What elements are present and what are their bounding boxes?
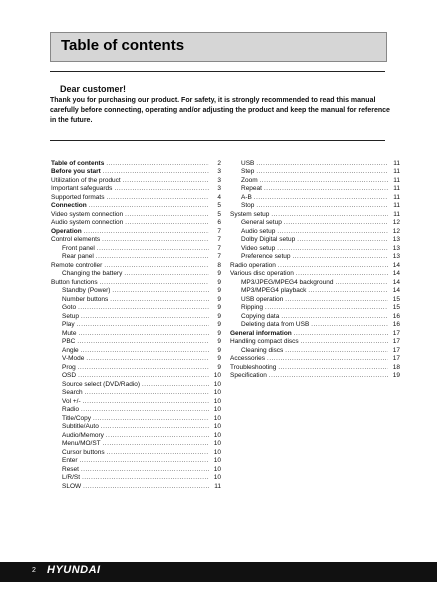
- toc-entry-label: Copying data: [241, 312, 280, 320]
- toc-entry[interactable]: [230, 253, 400, 262]
- toc-entry-page: 10: [213, 372, 221, 379]
- toc-entry-page: 11: [393, 210, 400, 218]
- toc-leader-dots: [100, 279, 209, 287]
- toc-entry-page: 19: [392, 372, 400, 379]
- toc-leader-dots: [114, 185, 209, 193]
- toc-entry[interactable]: [51, 312, 221, 321]
- toc-left-column: [51, 159, 221, 491]
- brand-logo: HYUNDAI: [47, 564, 101, 576]
- toc-entry-label: Utilization of the product: [51, 176, 121, 184]
- toc-entry-label: Handling compact discs: [230, 338, 299, 345]
- toc-leader-dots: [293, 253, 388, 261]
- toc-entry-label: Radio: [62, 406, 79, 413]
- toc-leader-dots: [277, 245, 388, 253]
- toc-leader-dots: [106, 432, 209, 440]
- toc-leader-dots: [77, 338, 209, 346]
- toc-entry-label: Cursor buttons: [62, 448, 105, 456]
- toc-entry-page: 10: [213, 380, 221, 388]
- toc-entry-page: 11: [393, 185, 400, 192]
- toc-entry-page: 5: [217, 202, 221, 209]
- toc-leader-dots: [271, 211, 388, 219]
- toc-leader-dots: [308, 287, 388, 295]
- toc-entry[interactable]: [51, 482, 221, 491]
- toc-leader-dots: [77, 321, 209, 329]
- toc-entry-page: 9: [217, 355, 221, 362]
- toc-leader-dots: [101, 423, 209, 431]
- toc-entry-label: Vol +/-: [62, 397, 81, 405]
- toc-entry[interactable]: [230, 210, 400, 219]
- toc-entry-label: Table of contents: [51, 159, 105, 167]
- toc-entry-label: A-B: [241, 193, 252, 201]
- toc-entry-page: 9: [217, 329, 221, 337]
- toc-leader-dots: [82, 474, 209, 482]
- toc-entry-label: MP3/JPEG/MPEG4 background: [241, 278, 334, 286]
- toc-leader-dots: [78, 330, 209, 338]
- toc-entry-label: Setup: [62, 312, 79, 320]
- toc-leader-dots: [256, 168, 388, 176]
- toc-entry-page: 10: [213, 474, 221, 481]
- toc-entry-page: 7: [217, 227, 221, 235]
- toc-entry-page: 17: [392, 338, 400, 345]
- toc-entry[interactable]: [51, 380, 221, 389]
- toc-entry[interactable]: [230, 329, 400, 338]
- toc-entry-label: Search: [62, 389, 83, 396]
- toc-leader-dots: [142, 381, 209, 389]
- toc-entry[interactable]: [51, 227, 221, 236]
- toc-entry-page: 6: [217, 219, 221, 226]
- toc-leader-dots: [83, 398, 209, 406]
- toc-entry-label: Dolby Digital setup: [241, 236, 296, 243]
- toc-entry[interactable]: [51, 236, 221, 245]
- toc-entry[interactable]: [51, 389, 221, 398]
- toc-entry-page: 9: [217, 270, 221, 277]
- toc-leader-dots: [278, 262, 388, 270]
- toc-entry[interactable]: [51, 176, 221, 185]
- toc-entry-label: Specification: [230, 372, 267, 379]
- toc-entry-page: 10: [213, 414, 221, 422]
- toc-entry-label: Number buttons: [62, 295, 109, 303]
- toc-entry-label: Video setup: [241, 244, 276, 252]
- toc-entry-page: 11: [393, 159, 400, 167]
- toc-entry[interactable]: [51, 431, 221, 440]
- toc-leader-dots: [336, 279, 389, 287]
- toc-entry-page: 14: [392, 270, 400, 277]
- toc-entry-page: 9: [217, 295, 221, 303]
- toc-entry[interactable]: [51, 465, 221, 474]
- page-number: 2: [32, 567, 36, 574]
- toc-entry-label: Subtitle/Auto: [62, 423, 99, 430]
- toc-leader-dots: [124, 270, 209, 278]
- toc-entry-label: OSD: [62, 372, 77, 379]
- toc-entry[interactable]: [230, 159, 400, 168]
- toc-entry[interactable]: [51, 270, 221, 279]
- toc-entry-page: 10: [213, 397, 221, 405]
- toc-entry-page: 9: [217, 338, 221, 345]
- toc-entry[interactable]: [230, 185, 400, 194]
- toc-leader-dots: [102, 236, 209, 244]
- toc-entry[interactable]: [51, 474, 221, 483]
- toc-entry[interactable]: [51, 261, 221, 270]
- toc-entry-label: Audio/Memory: [62, 431, 104, 439]
- title-bar: [50, 32, 387, 62]
- toc-entry-page: 10: [213, 431, 221, 439]
- toc-entry-page: 9: [217, 363, 221, 371]
- toc-entry[interactable]: [230, 372, 400, 381]
- toc-entry[interactable]: [230, 346, 400, 355]
- toc-entry-label: Preference setup: [241, 253, 291, 260]
- toc-entry-page: 10: [213, 448, 221, 456]
- toc-entry-page: 16: [392, 312, 400, 320]
- toc-entry[interactable]: [51, 355, 221, 364]
- toc-leader-dots: [297, 236, 388, 244]
- toc-entry-label: Play: [62, 321, 75, 328]
- toc-entry-label: USB operation: [241, 295, 284, 303]
- toc-entry-label: Connection: [51, 202, 87, 209]
- toc-entry-label: Standby (Power): [62, 287, 111, 294]
- toc-entry-page: 5: [217, 210, 221, 218]
- toc-entry[interactable]: [51, 406, 221, 415]
- toc-entry-page: 4: [217, 193, 221, 201]
- toc-entry-label: Operation: [51, 227, 82, 235]
- toc-entry-label: Audio system connection: [51, 219, 124, 226]
- toc-entry-label: Step: [241, 168, 255, 175]
- toc-entry-label: General setup: [241, 219, 282, 226]
- toc-leader-dots: [256, 202, 388, 210]
- toc-entry-page: 7: [217, 253, 221, 260]
- toc-entry[interactable]: [51, 448, 221, 457]
- toc-entry-page: 12: [392, 227, 400, 235]
- toc-entry-page: 14: [392, 278, 400, 286]
- toc-entry-page: 9: [217, 304, 221, 311]
- toc-entry[interactable]: [51, 278, 221, 287]
- toc-entry[interactable]: [51, 244, 221, 253]
- toc-entry[interactable]: [51, 397, 221, 406]
- toc-entry-label: Troubleshooting: [230, 363, 277, 371]
- toc-leader-dots: [78, 304, 209, 312]
- toc-entry-page: 9: [217, 278, 221, 286]
- intro-section: [50, 84, 390, 126]
- toc-entry-label: Zoom: [241, 176, 258, 184]
- toc-entry[interactable]: [230, 227, 400, 236]
- toc-entry-page: 18: [392, 363, 400, 371]
- toc-leader-dots: [97, 245, 209, 253]
- toc-leader-dots: [89, 202, 209, 210]
- toc-entry[interactable]: [51, 440, 221, 449]
- toc-entry-label: Title/Copy: [62, 414, 92, 422]
- toc-entry[interactable]: [230, 244, 400, 253]
- toc-entry[interactable]: [230, 363, 400, 372]
- toc-right-column: [230, 159, 400, 380]
- toc-entry-label: Front panel: [62, 244, 95, 252]
- toc-entry[interactable]: [51, 219, 221, 228]
- toc-leader-dots: [294, 330, 388, 338]
- toc-entry-page: 11: [393, 202, 400, 209]
- toc-entry-page: 10: [213, 423, 221, 430]
- toc-entry-page: 9: [217, 346, 221, 354]
- toc-entry[interactable]: [51, 193, 221, 202]
- toc-leader-dots: [264, 185, 388, 193]
- toc-leader-dots: [285, 347, 388, 355]
- toc-entry-label: Enter: [62, 457, 78, 464]
- toc-entry-label: Repeat: [241, 185, 262, 192]
- toc-entry[interactable]: [230, 321, 400, 330]
- toc-entry-page: 9: [217, 312, 221, 320]
- toc-leader-dots: [260, 177, 388, 185]
- toc-leader-dots: [296, 270, 388, 278]
- toc-entry-label: Important safeguards: [51, 185, 113, 192]
- toc-entry[interactable]: [51, 423, 221, 432]
- toc-entry-label: L/R/St: [62, 474, 81, 481]
- toc-leader-dots: [267, 355, 388, 363]
- toc-entry[interactable]: [51, 159, 221, 168]
- toc-leader-dots: [281, 313, 388, 321]
- toc-entry[interactable]: [230, 355, 400, 364]
- toc-leader-dots: [106, 194, 209, 202]
- toc-entry[interactable]: [230, 270, 400, 279]
- toc-leader-dots: [78, 364, 209, 372]
- toc-entry[interactable]: [230, 287, 400, 296]
- toc-entry-label: Accessories: [230, 355, 266, 362]
- toc-leader-dots: [301, 338, 388, 346]
- toc-entry-page: 17: [392, 329, 400, 337]
- toc-leader-dots: [103, 440, 209, 448]
- toc-entry-label: General information: [230, 329, 292, 337]
- toc-entry[interactable]: [51, 457, 221, 466]
- toc-entry-page: 17: [392, 355, 400, 362]
- toc-entry-page: 14: [392, 261, 400, 269]
- toc-leader-dots: [81, 313, 209, 321]
- toc-entry-label: Rear panel: [62, 253, 94, 260]
- toc-entry-label: Cleaning discs: [241, 346, 284, 354]
- toc-entry-label: Various disc operation: [230, 270, 294, 277]
- toc-leader-dots: [254, 194, 388, 202]
- toc-entry[interactable]: [51, 168, 221, 177]
- toc-entry-page: 7: [217, 236, 221, 243]
- toc-entry[interactable]: [51, 210, 221, 219]
- toc-entry-page: 15: [392, 295, 400, 303]
- toc-entry-page: 3: [217, 185, 221, 192]
- toc-entry-page: 10: [213, 389, 221, 396]
- toc-entry[interactable]: [51, 414, 221, 423]
- toc-entry[interactable]: [230, 176, 400, 185]
- toc-entry-page: 9: [217, 321, 221, 328]
- toc-entry-label: SLOW: [62, 482, 82, 490]
- toc-leader-dots: [86, 355, 209, 363]
- toc-leader-dots: [84, 228, 209, 236]
- toc-entry-page: 14: [392, 287, 400, 294]
- toc-entry-page: 10: [213, 465, 221, 473]
- toc-leader-dots: [80, 457, 209, 465]
- toc-entry-page: 13: [392, 244, 400, 252]
- toc-leader-dots: [123, 177, 209, 185]
- toc-entry-page: 11: [393, 193, 400, 201]
- toc-entry-page: 10: [213, 440, 221, 447]
- toc-leader-dots: [103, 168, 209, 176]
- toc-leader-dots: [265, 304, 388, 312]
- toc-entry[interactable]: [51, 372, 221, 381]
- toc-leader-dots: [277, 228, 388, 236]
- toc-entry[interactable]: [230, 168, 400, 177]
- toc-entry-page: 8: [217, 261, 221, 269]
- toc-leader-dots: [311, 321, 388, 329]
- toc-entry-label: Supported formats: [51, 193, 105, 201]
- toc-entry[interactable]: [230, 278, 400, 287]
- toc-leader-dots: [284, 219, 388, 227]
- toc-entry[interactable]: [51, 287, 221, 296]
- toc-leader-dots: [81, 466, 209, 474]
- toc-entry-page: 3: [217, 168, 221, 175]
- toc-entry-page: 16: [392, 321, 400, 328]
- toc-entry-label: Ripping: [241, 304, 264, 311]
- toc-entry[interactable]: [230, 202, 400, 211]
- toc-entry-label: USB: [241, 159, 255, 167]
- toc-leader-dots: [78, 372, 209, 380]
- toc-entry-page: 13: [392, 253, 400, 260]
- toc-leader-dots: [107, 449, 209, 457]
- toc-entry-page: 7: [217, 244, 221, 252]
- toc-entry-label: Goto: [62, 304, 77, 311]
- toc-leader-dots: [112, 287, 209, 295]
- toc-entry-label: Radio operation: [230, 261, 276, 269]
- toc-entry-label: System setup: [230, 210, 270, 218]
- toc-entry[interactable]: [51, 321, 221, 330]
- toc-leader-dots: [83, 483, 209, 491]
- toc-entry[interactable]: [51, 338, 221, 347]
- page-title: Table of contents: [61, 37, 185, 54]
- toc-entry[interactable]: [230, 304, 400, 313]
- toc-entry-label: PBC: [62, 338, 76, 345]
- toc-entry-label: Button functions: [51, 278, 98, 286]
- toc-entry-label: Remote controller: [51, 261, 103, 269]
- toc-leader-dots: [256, 160, 388, 168]
- toc-entry-page: 10: [213, 457, 221, 464]
- toc-entry-label: Audio setup: [241, 227, 276, 235]
- toc-entry[interactable]: [51, 253, 221, 262]
- toc-entry[interactable]: [230, 219, 400, 228]
- toc-entry-page: 13: [392, 236, 400, 243]
- toc-leader-dots: [93, 415, 209, 423]
- toc-entry-page: 2: [217, 159, 221, 167]
- toc-leader-dots: [285, 296, 388, 304]
- toc-leader-dots: [104, 262, 209, 270]
- toc-entry-label: Prog: [62, 363, 76, 371]
- toc-entry[interactable]: [51, 329, 221, 338]
- toc-entry-page: 17: [392, 346, 400, 354]
- toc-entry-label: Before you start: [51, 168, 101, 175]
- toc-entry-label: V-Mode: [62, 355, 85, 362]
- toc-entry-label: Mute: [62, 329, 77, 337]
- middle-divider: [50, 140, 385, 141]
- toc-leader-dots: [96, 253, 209, 261]
- toc-entry-label: Menu/MO/ST: [62, 440, 101, 447]
- toc-entry-page: 3: [217, 176, 221, 184]
- toc-entry[interactable]: [230, 261, 400, 270]
- toc-entry-label: Stop: [241, 202, 255, 209]
- toc-entry-label: Reset: [62, 465, 79, 473]
- toc-leader-dots: [278, 364, 388, 372]
- toc-leader-dots: [269, 372, 388, 380]
- toc-leader-dots: [110, 296, 209, 304]
- toc-entry[interactable]: [51, 363, 221, 372]
- toc-entry-label: Angle: [62, 346, 79, 354]
- toc-entry[interactable]: [51, 185, 221, 194]
- toc-entry-page: 9: [217, 287, 221, 294]
- top-divider: [50, 71, 385, 72]
- toc-entry[interactable]: [230, 312, 400, 321]
- toc-leader-dots: [106, 160, 209, 168]
- toc-entry[interactable]: [51, 295, 221, 304]
- toc-entry-page: 12: [392, 219, 400, 226]
- toc-entry[interactable]: [230, 236, 400, 245]
- toc-entry-label: Source select (DVD/Radio): [62, 380, 141, 388]
- toc-leader-dots: [85, 389, 209, 397]
- toc-leader-dots: [81, 347, 209, 355]
- toc-leader-dots: [81, 406, 209, 414]
- toc-leader-dots: [125, 211, 209, 219]
- toc-entry[interactable]: [51, 202, 221, 211]
- greeting: Dear customer!: [60, 84, 127, 94]
- toc-entry-label: Changing the battery: [62, 270, 123, 277]
- toc-entry[interactable]: [230, 295, 400, 304]
- toc-entry-label: Video system connection: [51, 210, 124, 218]
- toc-entry-label: MP3/MPEG4 playback: [241, 287, 307, 294]
- toc-entry[interactable]: [230, 338, 400, 347]
- toc-entry-page: 11: [393, 168, 400, 175]
- toc-entry-page: 11: [393, 176, 400, 184]
- intro-text: Thank you for purchasing our product. For safety, it is strongly recommended to read this manual carefully before connecting, operating and/or adjusting the product and keep the manual for reference in the future.: [50, 97, 390, 124]
- toc-entry-page: 11: [214, 482, 221, 490]
- toc-entry[interactable]: [51, 346, 221, 355]
- toc-entry-page: 10: [213, 406, 221, 413]
- toc-entry[interactable]: [230, 193, 400, 202]
- toc-entry-label: Control elements: [51, 236, 101, 243]
- toc-entry-page: 15: [392, 304, 400, 311]
- toc-entry[interactable]: [51, 304, 221, 313]
- toc-entry-label: Deleting data from USB: [241, 321, 310, 328]
- toc-leader-dots: [125, 219, 209, 227]
